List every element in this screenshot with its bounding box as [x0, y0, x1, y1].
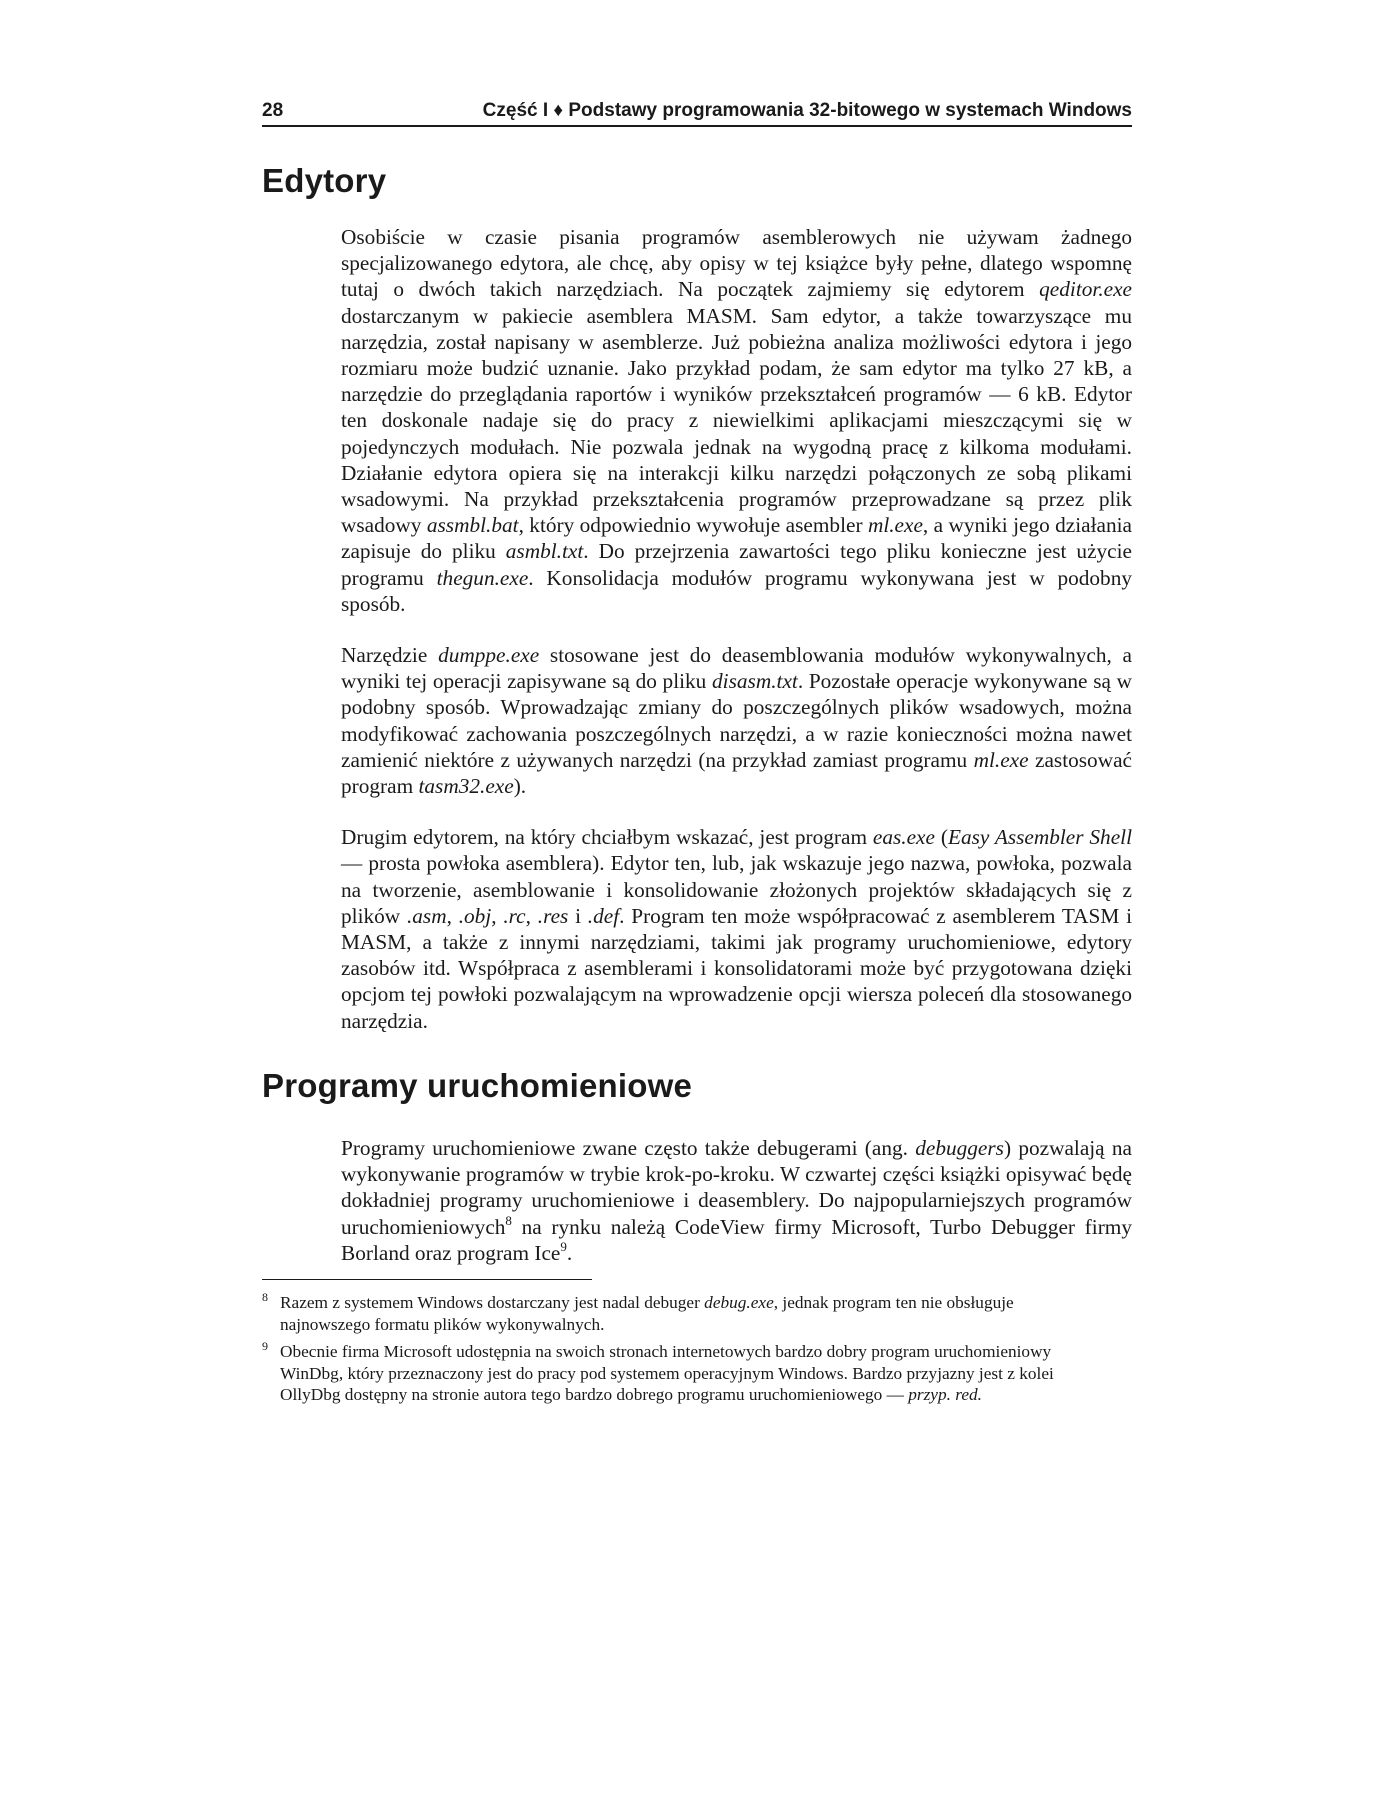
section-heading-programy: Programy uruchomieniowe — [262, 1067, 693, 1104]
footnote — [262, 1292, 1082, 1335]
footnote-text: Razem z systemem Windows dostarczany jest nadal debuger debug.exe, jednak program ten nie obsługuje najnowszego formatu plików wykonywalnych. — [280, 1293, 1014, 1334]
footnote-rule — [262, 1279, 592, 1280]
section-heading-edytory: Edytory — [262, 162, 387, 199]
header-rule — [262, 125, 1132, 127]
footnote-number: 9 — [262, 1339, 268, 1353]
section-body-programy — [341, 1135, 1132, 1291]
paragraph: Drugim edytorem, na który chciałbym wskazać, jest program eas.exe (Easy Assembler Shell — prosta powłoka asemblera). Edytor ten, lub, jak wskazuje jego nazwa, powłoka, pozwala na tworzenie, asemblowanie i konsolidowanie złożonych projektów składających się z plików .asm, .obj, .rc, .res i .def. Program ten może współpracować z asemblerem TASM i MASM, a także z innymi narzędziami, takimi jak programy uruchomieniowe, edytory zasobów itd. Współpraca z asemblerami i konsolidatorami może być przygotowana dzięki opcjom tej powłoki pozwalającym na wprowadzenie opcji wiersza poleceń dla stosowanego narzędzia. — [341, 825, 1132, 1033]
page-number: 28 — [262, 100, 284, 121]
running-title: Część I ♦ Podstawy programowania 32-bitowego w systemach Windows — [482, 100, 1132, 121]
running-header — [262, 96, 1132, 126]
paragraph: Narzędzie dumppe.exe stosowane jest do deasemblowania modułów wykonywalnych, a wyniki tej operacji zapisywane są do pliku disasm.txt. Pozostałe operacje wykonywane są w podobny sposób. Wprowadzając zmiany do poszczególnych plików wsadowych, można modyfikować zachowania poszczególnych narzędzi, a w razie konieczności można nawet zamienić niektóre z używanych narzędzi (na przykład zamiast programu ml.exe zastosować program tasm32.exe). — [341, 643, 1133, 799]
paragraph: Programy uruchomieniowe zwane często także debugerami (ang. debuggers) pozwalają na wykonywanie programów w trybie krok-po-kroku. W czwartej części książki opisywać będę dokładniej programy uruchomieniowe i deasemblery. Do najpopularniejszych programów uruchomieniowych$^8$ na rynku należą CodeView firmy Microsoft, Turbo Debugger firmy Borland oraz program Ice$^9$. — [341, 1136, 1133, 1265]
footnote-text: Obecnie firma Microsoft udostępnia na swoich stronach internetowych bardzo dobry program uruchomieniowy WinDbg, który przeznaczony jest do pracy pod systemem operacyjnym Windows. Bardzo przyjazny jest z kolei OllyDbg dostępny na stronie autora tego bardzo dobrego programu uruchomieniowego — przyp. red. — [280, 1342, 1054, 1404]
footnote-number: 8 — [262, 1290, 268, 1304]
footnotes — [262, 1292, 1082, 1412]
section-body-edytory — [341, 224, 1132, 1059]
paragraph: Osobiście w czasie pisania programów asemblerowych nie używam żadnego specjalizowanego edytora, ale chcę, aby opisy w tej książce były pełne, dlatego wspomnę tutaj o dwóch takich narzędziach. Na początek zajmiemy się edytorem qeditor.exe dostarczanym w pakiecie asemblera MASM. Sam edytor, a także towarzyszące mu narzędzia, został napisany w asemblerze. Już pobieżna analiza możliwości edytora i jego rozmiaru może budzić uznanie. Jako przykład podam, że sam edytor ma tylko 27 kB, a narzędzie do przeglądania raportów i wyników przekształceń programów — 6 kB. Edytor ten doskonale nadaje się do pracy z niewielkimi aplikacjami mieszczącymi się w pojedynczych modułach. Nie pozwala jednak na wygodną pracę z kilkoma modułami. Działanie edytora opiera się na interakcji kilku narzędzi połączonych ze sobą plikami wsadowymi. Na przykład przekształcenia programów przeprowadzane są przez plik wsadowy assmbl.bat, który odpowiednio wywołuje asembler ml.exe, a wyniki jego działania zapisuje do pliku asmbl.txt. Do przejrzenia zawartości tego pliku konieczne jest użycie programu thegun.exe. Konsolidacja modułów programu wykonywana jest w podobny sposób. — [341, 225, 1133, 616]
footnote — [262, 1341, 1082, 1406]
